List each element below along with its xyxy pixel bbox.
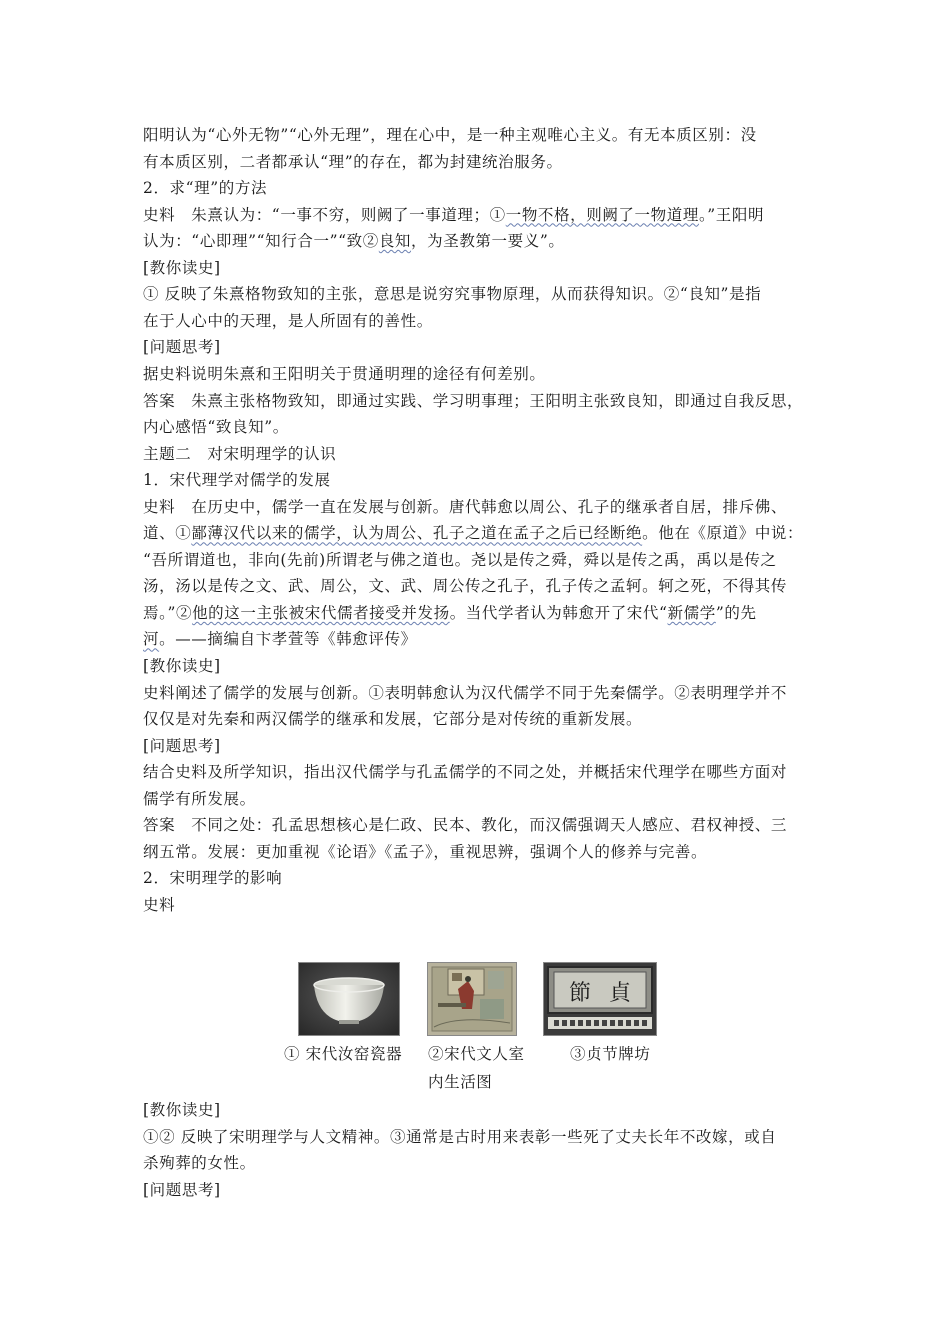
text-line: [问题思考] xyxy=(143,736,221,755)
text-line: [问题思考] xyxy=(143,1180,221,1199)
text-segment: 。当代学者认为韩愈开了宋代“ xyxy=(449,603,668,622)
text-line: [教你读史] xyxy=(143,1101,221,1119)
caption-scholar-room-2: 内生活图 xyxy=(428,1073,493,1091)
text-line: ① 反映了朱熹格物致知的主张，意思是说穷究事物原理，从而获得知识。②“良知”是指 xyxy=(143,285,762,304)
text-line: [问题思考] xyxy=(143,338,221,357)
text-line: 史料 xyxy=(143,895,176,914)
chastity-archway-photo xyxy=(543,962,657,1036)
underlined-phrase: 一物不格，则阙了一物道理 xyxy=(505,205,699,224)
text-line: 答案 不同之处：孔孟思想核心是仁政、民本、教化，而汉儒强调天人感应、君权神授、三 xyxy=(143,816,788,835)
underlined-phrase: 良知 xyxy=(378,232,412,251)
text-line: 汤，汤以是传之文、武、周公，文、武、周公传之孔子，孔子传之孟轲。轲之死，不得其传 xyxy=(143,577,788,596)
text-line: 儒学有所发展。 xyxy=(143,789,256,808)
text-line xyxy=(143,602,757,624)
text-line: 杀殉葬的女性。 xyxy=(143,1154,256,1172)
text-line xyxy=(143,628,417,650)
text-line: 阳明认为“心外无物”“心外无理”，理在心中，是一种主观唯心主义。有无本质区别：没 xyxy=(143,126,757,144)
ru-ware-bowl-photo xyxy=(298,962,400,1036)
text-line: [教你读史] xyxy=(143,258,221,277)
text-line: 在于人心中的天理，是人所固有的善性。 xyxy=(143,311,433,330)
plaque-char-1: 節 xyxy=(568,981,592,1006)
text-line: 主题二 对宋明理学的认识 xyxy=(143,444,337,463)
caption-ru-ware: ① 宋代汝窑瓷器 xyxy=(284,1045,403,1063)
text-line: 1．宋代理学对儒学的发展 xyxy=(143,471,331,490)
text-segment: 史料 朱熹认为：“一事不穷，则阙了一事道理；① xyxy=(143,205,506,224)
text-line xyxy=(143,522,803,544)
text-segment: ，为圣教第一要义”。 xyxy=(411,232,565,251)
text-segment: 。”王阳明 xyxy=(698,205,765,224)
text-line: 结合史料及所学知识，指出汉代儒学与孔孟儒学的不同之处，并概括宋代理学在哪些方面对 xyxy=(143,763,788,782)
underlined-phrase: 河 xyxy=(143,630,160,649)
text-line: 内心感悟“致良知”。 xyxy=(143,418,289,437)
text-segment: 道、① xyxy=(143,524,192,543)
text-line: 答案 朱熹主张格物致知，即通过实践、学习明事理；王阳明主张致良知，即通过自我反思， xyxy=(143,391,804,410)
text-segment: 。——摘编自卞孝萱等《韩愈评传》 xyxy=(159,630,417,649)
text-line: 有本质区别，二者都承认“理”的存在，都为封建统治服务。 xyxy=(143,152,563,171)
song-scholar-room-painting xyxy=(427,962,517,1036)
text-segment: 。他在《原道》中说： xyxy=(642,524,804,543)
text-line xyxy=(143,230,564,252)
text-line: 史料 在历史中，儒学一直在发展与创新。唐代韩愈以周公、孔子的继承者自居，排斥佛、 xyxy=(143,497,788,516)
underlined-phrase: 鄙薄汉代以来的儒学，认为周公、孔子之道在孟子之后已经断绝 xyxy=(191,524,643,543)
text-line xyxy=(143,204,764,226)
text-line: 纲五常。发展：更加重视《论语》《孟子》，重视思辨，强调个人的修养与完善。 xyxy=(143,842,708,861)
text-line: “吾所谓道也，非向(先前)所谓老与佛之道也。尧以是传之舜，舜以是传之禹，禹以是传之 xyxy=(143,550,777,569)
text-line: 史料阐述了儒学的发展与创新。①表明韩愈认为汉代儒学不同于先秦儒学。②表明理学并不 xyxy=(143,683,788,702)
text-line: [教你读史] xyxy=(143,657,221,675)
text-segment: ”的先 xyxy=(715,603,757,622)
plaque-char-2: 貞 xyxy=(608,981,632,1006)
underlined-phrase: 他的这一主张被宋代儒者接受并发扬 xyxy=(192,603,450,622)
text-line: 2．宋明理学的影响 xyxy=(143,869,283,888)
caption-archway: ③贞节牌坊 xyxy=(570,1045,651,1063)
text-segment: 认为：“心即理”“知行合一”“致② xyxy=(143,232,379,251)
text-line: 据史料说明朱熹和王阳明关于贯通明理的途径有何差别。 xyxy=(143,364,546,383)
text-line: 2．求“理”的方法 xyxy=(143,179,268,198)
text-line: 仅仅是对先秦和两汉儒学的继承和发展，它部分是对传统的重新发展。 xyxy=(143,710,643,729)
caption-scholar-room-1: ②宋代文人室 xyxy=(428,1045,525,1063)
text-line: ①② 反映了宋明理学与人文精神。③通常是古时用来表彰一些死了丈夫长年不改嫁，或自 xyxy=(143,1127,777,1146)
text-segment: 焉。”② xyxy=(143,603,193,622)
underlined-phrase: 新儒学 xyxy=(667,603,716,622)
